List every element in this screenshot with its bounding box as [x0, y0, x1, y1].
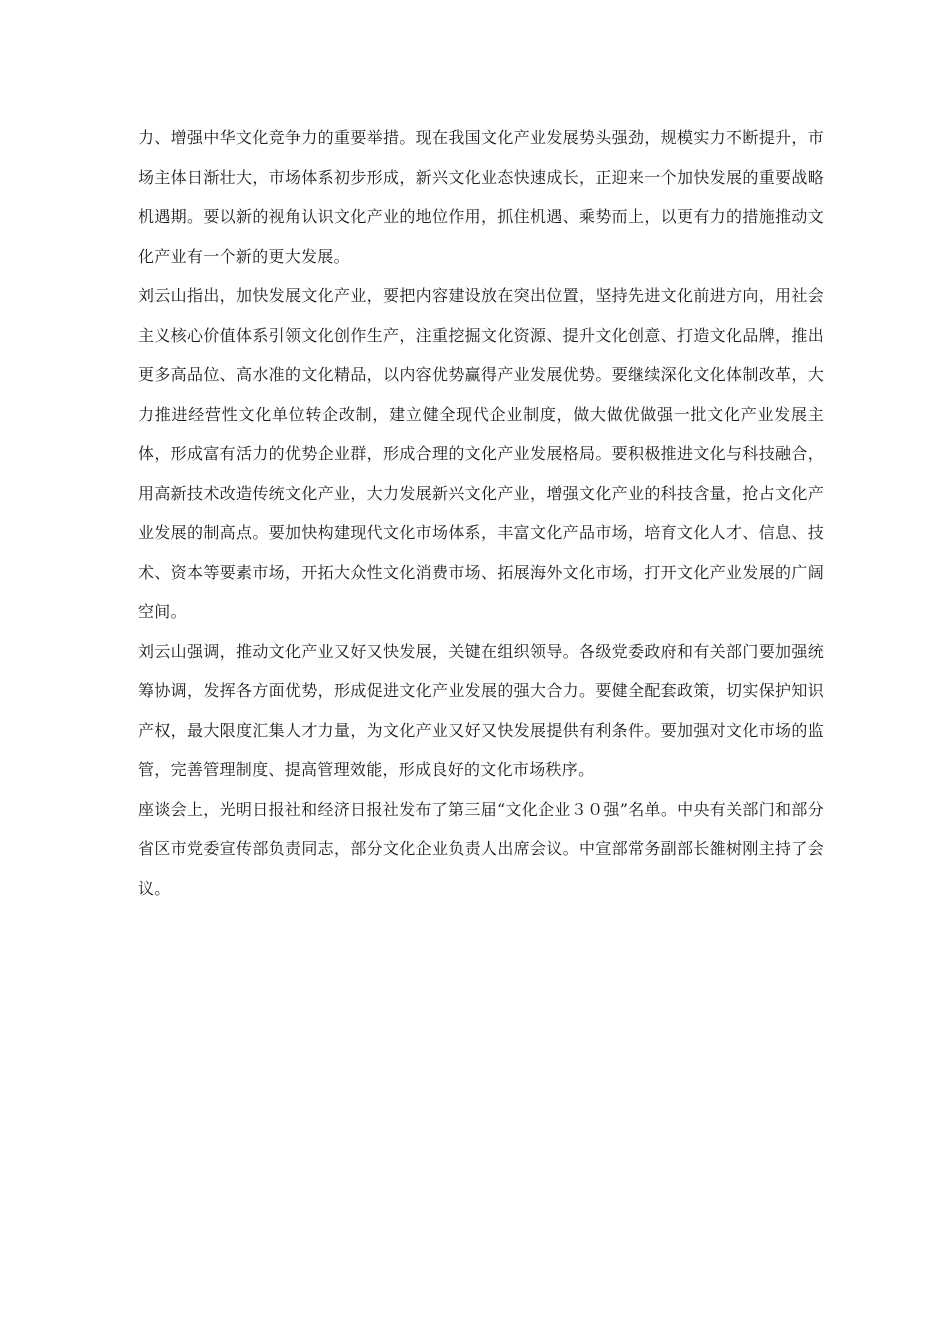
paragraph-3: 刘云山强调，推动文化产业又好又快发展，关键在组织领导。各级党委政府和有关部门要加强统筹协调，发挥各方面优势，形成促进文化产业发展的强大合力。要健全配套政策，切实保护知识产权，最大限度汇集人才力量，为文化产业又好又快发展提供有利条件。要加强对文化市场的监管，完善管理制度、提高管理效能，形成良好的文化市场秩序。 — [138, 641, 824, 779]
article-body — [138, 118, 824, 908]
paragraph-1: 力、增强中华文化竞争力的重要举措。现在我国文化产业发展势头强劲，规模实力不断提升，市场主体日渐壮大，市场体系初步形成，新兴文化业态快速成长，正迎来一个加快发展的重要战略机遇期。要以新的视角认识文化产业的地位作用，抓住机遇、乘势而上，以更有力的措施推动文化产业有一个新的更大发展。 — [138, 128, 824, 266]
paragraph-2: 刘云山指出，加快发展文化产业，要把内容建设放在突出位置，坚持先进文化前进方向，用社会主义核心价值体系引领文化创作生产，注重挖掘文化资源、提升文化创意、打造文化品牌，推出更多高品位、高水准的文化精品，以内容优势赢得产业发展优势。要继续深化文化体制改革，大力推进经营性文化单位转企改制，建立健全现代企业制度，做大做优做强一批文化产业发展主体，形成富有活力的优势企业群，形成合理的文化产业发展格局。要积极推进文化与科技融合，用高新技术改造传统文化产业，大力发展新兴文化产业，增强文化产业的科技含量，抢占文化产业发展的制高点。要加快构建现代文化市场体系，丰富文化产品市场，培育文化人才、信息、技术、资本等要素市场，开拓大众性文化消费市场、拓展海外文化市场，打开文化产业发展的广阔空间。 — [138, 286, 824, 621]
paragraph-4: 座谈会上，光明日报社和经济日报社发布了第三届“文化企业３０强”名单。中央有关部门和部分省区市党委宣传部负责同志，部分文化企业负责人出席会议。中宣部常务副部长雒树刚主持了会议。 — [138, 799, 824, 898]
